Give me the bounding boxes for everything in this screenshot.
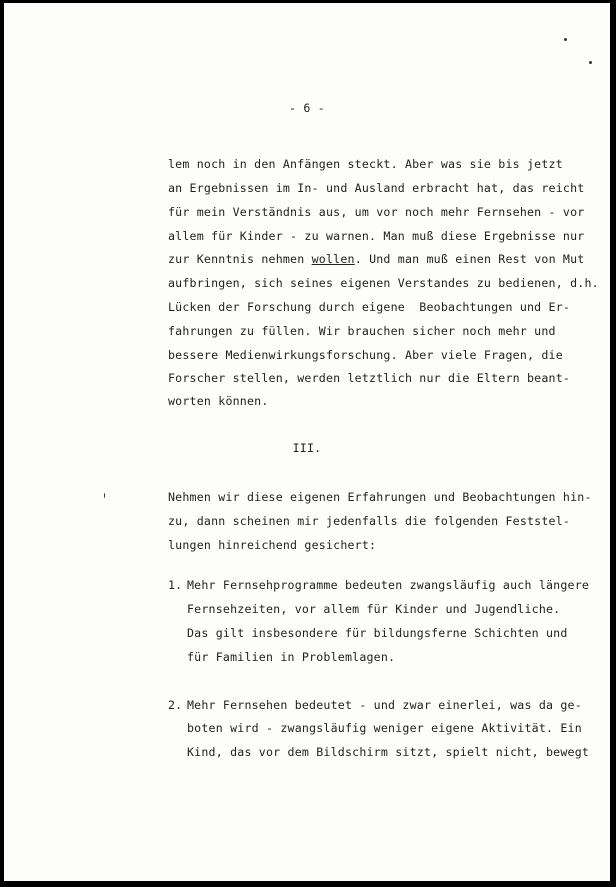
list-line: Das gilt insbesondere für bildungsferne Schichten und [187,626,568,640]
text-line: aufbringen, sich seines eigenen Verstandes zu bedienen, d.h. [168,276,599,290]
text-line: bessere Medienwirkungsforschung. Aber viele Fragen, die [168,348,563,362]
page-number: - 6 - [289,101,325,115]
list-line: für Familien in Problemlagen. [187,650,396,664]
underlined-word: wollen [311,252,355,266]
list-line: Fernsehzeiten, vor allem für Kinder und Jugendliche. [187,602,561,616]
text-segment: zur Kenntnis nehmen [168,252,312,266]
text-line: Nehmen wir diese eigenen Erfahrungen und Beobachtungen hin- [168,490,592,504]
list-number: 2. [168,698,183,712]
scan-speck [564,38,567,41]
scan-speck [589,61,592,64]
text-line: Lücken der Forschung durch eigene Beobachtungen und Er- [168,300,571,314]
list-line: boten wird - zwangsläufig weniger eigene Aktivität. Ein [187,721,582,735]
text-line [168,251,584,267]
text-line: worten können. [168,394,269,408]
list-number: 1. [168,578,183,592]
document-page [4,3,610,881]
text-line: zu, dann scheinen mir jedenfalls die folgenden Feststel- [168,514,571,528]
list-line: Mehr Fernsehen bedeutet - und zwar einerlei, was da ge- [187,698,582,712]
text-line: Forscher stellen, werden letztlich nur die Eltern beant- [168,371,571,385]
text-segment: . Und man muß einen Rest von Mut [354,252,585,266]
text-line: allem für Kinder - zu warnen. Man muß diese Ergebnisse nur [168,229,585,243]
text-line: lungen hinreichend gesichert: [168,538,377,552]
text-line: fahrungen zu füllen. Wir brauchen sicher noch mehr und [168,324,556,338]
list-line: Mehr Fernsehprogramme bedeuten zwangsläufig auch längere [187,578,590,592]
text-line: für mein Verständnis aus, um vor noch mehr Fernsehen - vor [168,205,585,219]
text-line: an Ergebnissen im In- und Ausland erbracht hat, das reicht [168,181,585,195]
scan-speck [104,493,105,498]
section-heading: III. [292,441,322,455]
text-line: lem noch in den Anfängen steckt. Aber was sie bis jetzt [168,157,563,171]
list-line: Kind, das vor dem Bildschirm sitzt, spielt nicht, bewegt [187,745,590,759]
